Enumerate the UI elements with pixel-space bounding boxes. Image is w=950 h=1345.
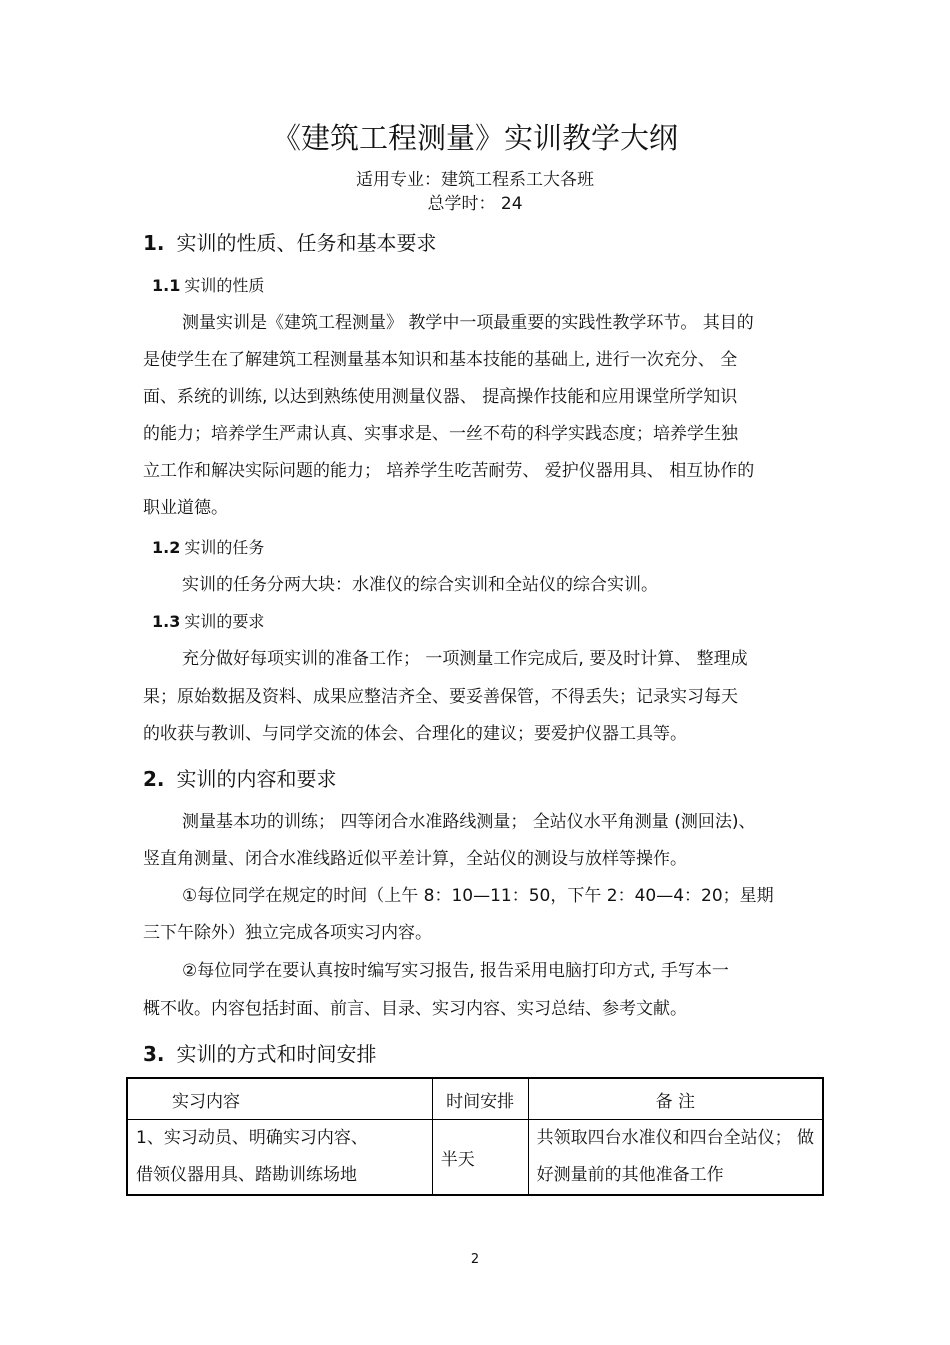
cell-line: 借领仪器用具、踏勘训练场地 bbox=[136, 1165, 357, 1185]
section-title: 实训的内容和要求 bbox=[176, 767, 337, 791]
header-content: 实习内容 bbox=[127, 1078, 432, 1120]
page-number: 2 bbox=[470, 1252, 480, 1267]
subsection-1-2-heading bbox=[152, 536, 264, 560]
paragraph-line: 竖直角测量、闭合水准线路近似平差计算，全站仪的测设与放样等操作。 bbox=[143, 849, 687, 869]
schedule-table bbox=[126, 1077, 824, 1196]
paragraph-line: 果；原始数据及资料、成果应整洁齐全、要妥善保管，不得丢失；记录实习每天 bbox=[143, 687, 738, 707]
section-title: 实训的性质、任务和基本要求 bbox=[176, 231, 437, 255]
header-time: 时间安排 bbox=[432, 1078, 528, 1120]
section-2-heading bbox=[143, 764, 337, 794]
table-header-row bbox=[127, 1078, 823, 1120]
cell-content bbox=[127, 1120, 432, 1196]
section-title: 实训的方式和时间安排 bbox=[176, 1042, 377, 1066]
cell-line: 好测量前的其他准备工作 bbox=[536, 1165, 724, 1185]
paragraph-line: 的能力；培养学生严肃认真、实事求是、一丝不苟的科学实践态度；培养学生独 bbox=[143, 424, 738, 444]
subsection-title: 实训的性质 bbox=[184, 276, 265, 295]
cell-line: 1、实习动员、明确实习内容、 bbox=[136, 1128, 368, 1148]
paragraph-line: 职业道德。 bbox=[143, 498, 228, 518]
paragraph-line: ②每位同学在要认真按时编写实习报告, 报告采用电脑打印方式, 手写本一 bbox=[182, 961, 729, 981]
paragraph-line: 充分做好每项实训的准备工作； 一项测量工作完成后, 要及时计算、 整理成 bbox=[182, 649, 748, 669]
paragraph-line: 概不收。内容包括封面、前言、目录、实习内容、实习总结、参考文献。 bbox=[143, 999, 687, 1019]
paragraph-line: 立工作和解决实际问题的能力； 培养学生吃苦耐劳、 爱护仪器用具、 相互协作的 bbox=[143, 461, 755, 481]
cell-line: 共领取四台水准仪和四台全站仪； 做 bbox=[536, 1128, 814, 1148]
section-number: 2. bbox=[143, 767, 165, 791]
paragraph-line: 测量基本功的训练； 四等闭合水准路线测量； 全站仪水平角测量 (测回法)、 bbox=[182, 812, 756, 832]
paragraph-line: 测量实训是《建筑工程测量》 教学中一项最重要的实践性教学环节。 其目的 bbox=[182, 313, 754, 333]
subsection-1-3-heading bbox=[152, 610, 264, 634]
paragraph-line: 三下午除外）独立完成各项实习内容。 bbox=[143, 923, 432, 943]
section-number: 3. bbox=[143, 1042, 165, 1066]
cell-time: 半天 bbox=[432, 1120, 528, 1196]
subsection-1-1-heading bbox=[152, 274, 264, 298]
header-note: 备 注 bbox=[528, 1078, 823, 1120]
subsection-title: 实训的任务 bbox=[184, 538, 265, 557]
paragraph-line: ①每位同学在规定的时间（上午 8：10—11：50，下午 2：40—4：20；星期 bbox=[182, 886, 774, 906]
section-3-heading bbox=[143, 1039, 377, 1069]
subsection-title: 实训的要求 bbox=[184, 612, 265, 631]
total-hours: 总学时： 24 bbox=[427, 194, 523, 214]
subsection-number: 1.1 bbox=[152, 276, 181, 295]
paragraph-line: 实训的任务分两大块：水准仪的综合实训和全站仪的综合实训。 bbox=[182, 575, 658, 595]
paragraph-line: 的收获与教训、与同学交流的体会、合理化的建议；要爱护仪器工具等。 bbox=[143, 724, 687, 744]
table-row bbox=[127, 1120, 823, 1196]
section-1-heading bbox=[143, 228, 437, 258]
paragraph-line: 是使学生在了解建筑工程测量基本知识和基本技能的基础上, 进行一次充分、 全 bbox=[143, 350, 738, 370]
section-number: 1. bbox=[143, 231, 165, 255]
document-title: 《建筑工程测量》实训教学大纲 bbox=[271, 121, 678, 155]
cell-note bbox=[528, 1120, 823, 1196]
subsection-number: 1.2 bbox=[152, 538, 181, 557]
applicable-major: 适用专业：建筑工程系工大各班 bbox=[356, 170, 594, 190]
subsection-number: 1.3 bbox=[152, 612, 181, 631]
paragraph-line: 面、系统的训练, 以达到熟练使用测量仪器、 提高操作技能和应用课堂所学知识 bbox=[143, 387, 738, 407]
